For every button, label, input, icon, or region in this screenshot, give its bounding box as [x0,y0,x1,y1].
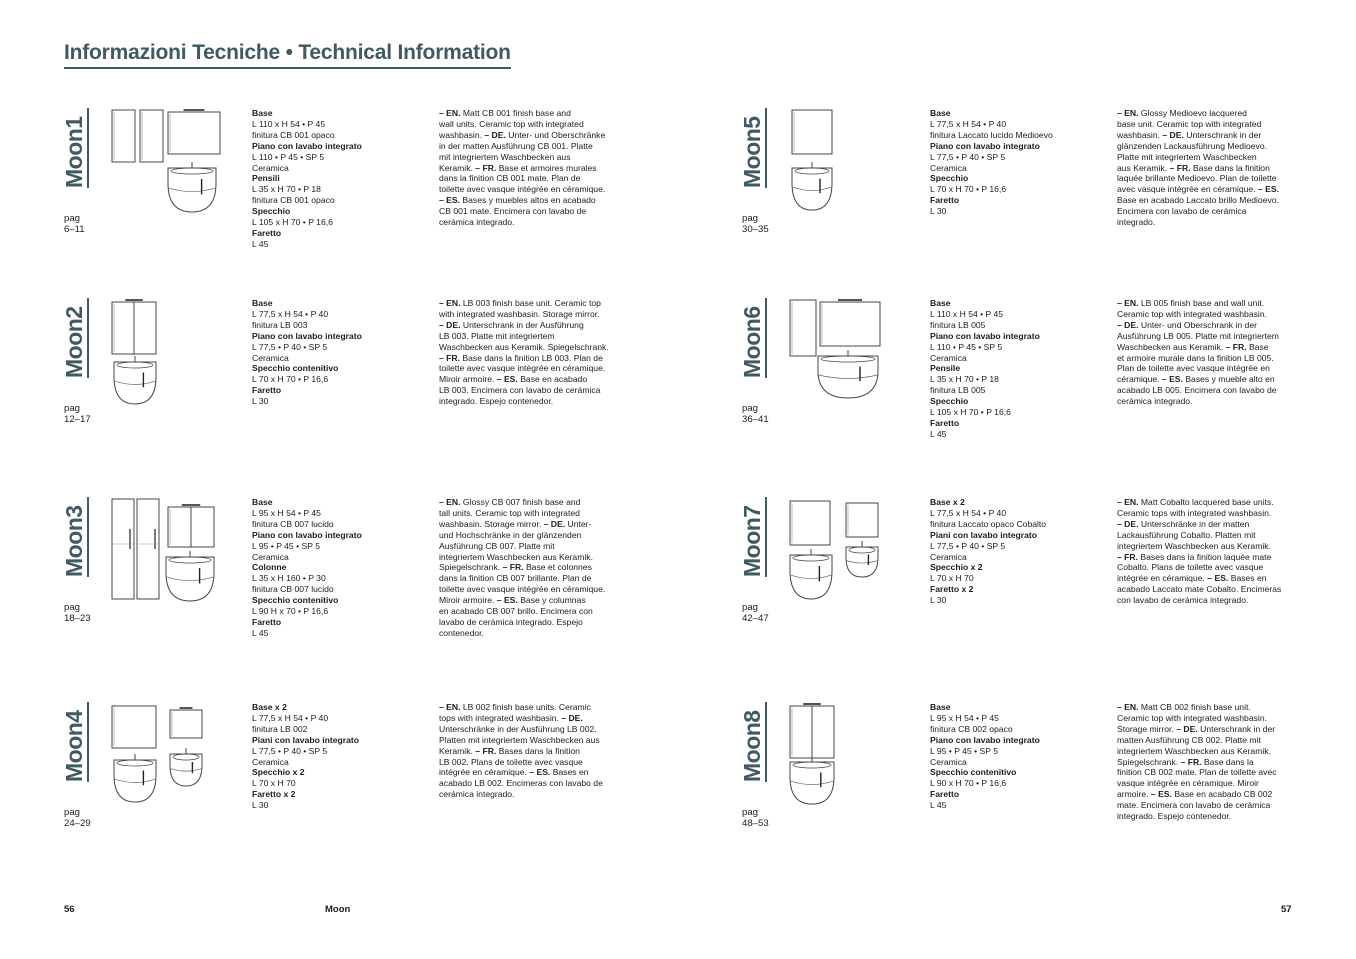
spec-line: finitura CB 007 lucido [252,584,334,595]
multilingual-description: – EN. LB 005 finish base and wall unit. Ceramic top with integrated washbasin. – DE. Unter- und Oberschrank in der Ausführung LB 005. Platte mit integriertem Waschbecken aus Keramik. – FR. Base et armoire murale dans la finition LB 005. Plan de toilette avec vasque intégrée en céramique. – ES. Bases y mueble alto en acabado LB 005. Encimera con lavabo de cerámica integrado. [1117,298,1279,407]
spec-line: Faretto [930,417,960,428]
product-name: Moon7 [740,497,764,577]
spec-line: L 77,5 x H 54 • P 40 [252,308,329,319]
spec-line: Ceramica [252,162,289,173]
spec-line: Base [252,108,273,118]
spec-line: finitura CB 007 lucido [252,518,334,529]
spec-line: L 77,5 x H 54 • P 40 [930,118,1007,129]
product-illustration [788,497,918,622]
spec-line: Ceramica [252,551,289,562]
product-illustration [788,702,918,827]
page-reference [64,213,85,235]
spec-line: L 110 • P 45 • SP 5 [930,341,1003,352]
spec-line: L 45 [252,238,269,249]
product-entry-moon1 [61,108,704,298]
spec-line: Ceramica [930,352,967,363]
spec-line: L 110 • P 45 • SP 5 [252,151,325,162]
product-illustration [110,108,240,233]
spec-line: L 95 • P 45 • SP 5 [252,540,320,551]
spec-line: Piano con lavabo integrato [252,529,362,540]
page-reference [742,602,769,624]
multilingual-description: – EN. Matt CB 001 finish base and wall units. Ceramic top with integrated washbasin. – DE. Unter- und Oberschränke in der matten Ausführung CB 001. Platte mit integriertem Waschbecken aus Keramik. – FR. Base et armoires murales dans la finition CB 001 mate. Plan de toilette avec vasque intégrée en céramique. – ES. Bases y muebles altos en acabado CB 001 mate. Encimera con lavabo de cerámica integrado. [439,108,606,228]
spec-line: Ceramica [930,162,967,173]
multilingual-description: – EN. Matt Cobalto lacquered base units. Ceramic tops with integrated washbasin. – DE. Unterschränke in der matten Lackausführung Cobalto. Platten mit integriertem Waschbecken aus Keramik. – FR. Bases dans la finition laquée mate Cobalto. Plans de toilette avec vasque intégrée en céramique. – ES. Bases en acabado Laccato mate Cobalto. Encimeras con lavabo de cerámica integrado. [1117,497,1282,606]
spec-line: L 77,5 x H 54 • P 40 [252,712,329,723]
spec-line: L 30 [252,800,269,811]
product-name: Moon4 [62,702,86,782]
product-illustration [788,108,918,233]
specifications [252,497,427,639]
spec-line: Piano con lavabo integrato [252,330,362,341]
spec-line: Piano con lavabo integrato [252,140,362,151]
spec-line: Specchio contenitivo [930,767,1017,778]
pag-label: pag [742,807,759,818]
spec-line: finitura LB 005 [930,319,986,330]
spec-line: finitura CB 002 opaco [930,723,1013,734]
spec-line: finitura CB 001 opaco [252,129,335,140]
spec-line: L 110 x H 54 • P 45 [930,308,1004,319]
spec-line: L 90 x H 70 • P 16,6 [930,778,1007,789]
spec-line: Faretto [252,385,282,396]
page-range: 48–53 [742,818,769,829]
specifications [930,298,1105,440]
spec-line: L 77,5 • P 40 • SP 5 [252,745,328,756]
page-number-right: 57 [1281,904,1292,915]
spec-line: L 95 • P 45 • SP 5 [930,745,998,756]
page-title: Informazioni Tecniche • Technical Information [64,40,511,69]
spec-line: L 77,5 • P 40 • SP 5 [930,540,1006,551]
spec-line: Piano con lavabo integrato [930,140,1040,151]
spec-line: L 105 x H 70 • P 16,6 [252,217,333,228]
spec-line: Faretto [252,616,282,627]
product-entry-moon2 [61,298,704,488]
spec-line: L 45 [930,428,947,439]
pag-label: pag [742,403,759,414]
spec-line: Faretto [930,195,960,206]
pag-label: pag [742,602,759,613]
spec-line: L 90 H x 70 • P 16,6 [252,606,329,617]
spec-line: Colonne [252,562,287,573]
spec-line: Pensili [252,173,280,184]
spec-line: finitura Laccato lucido Medioevo [930,129,1053,140]
page-range: 24–29 [64,818,91,829]
specifications [252,702,427,811]
spec-line: L 35 x H 160 • P 30 [252,573,326,584]
footer-collection-name: Moon [325,904,351,915]
page-range: 42–47 [742,613,769,624]
spec-line: Pensile [930,363,961,374]
page-range: 36–41 [742,414,769,425]
spec-line: finitura Laccato opaco Cobalto [930,518,1047,529]
spec-line: L 35 x H 70 • P 18 [252,184,321,195]
spec-line: L 45 [930,800,947,811]
product-illustration [788,298,918,423]
pag-label: pag [742,213,759,224]
pag-label: pag [64,403,81,414]
multilingual-description: – EN. Matt CB 002 finish base unit. Ceramic top with integrated washbasin. Storage mirror. – DE. Unterschrank in der matten Ausführung CB 002. Platte mit integriertem Waschbecken aus Keramik. Spiegelschrank. – FR. Base dans la finition CB 002 mate. Plan de toilette avec vasque intégrée en céramique. Miroir armoire. – ES. Base en acabado CB 002 mate. Encimera con lavabo de cerámica integrado. Espejo contenedor. [1117,702,1277,822]
page-reference [64,602,91,624]
spec-line: Ceramica [930,756,967,767]
spec-line: L 77,5 x H 54 • P 40 [930,507,1007,518]
product-entry-moon3 [61,497,704,687]
product-illustration [110,497,240,622]
product-name: Moon2 [62,298,86,378]
spec-line: L 70 x H 70 • P 16,6 [930,184,1007,195]
spec-line: Ceramica [252,756,289,767]
page-reference [742,213,769,235]
product-illustration [110,702,240,827]
spec-line: L 30 [930,206,947,217]
spec-line: L 105 x H 70 • P 16,6 [930,407,1011,418]
spec-line: Ceramica [930,551,967,562]
product-illustration [110,298,240,423]
spec-line: Base [252,298,273,308]
spec-line: Specchio [930,173,969,184]
specifications [930,702,1105,811]
page-range: 30–35 [742,224,769,235]
product-name: Moon3 [62,497,86,577]
page-number-left: 56 [64,904,75,915]
pag-label: pag [64,807,81,818]
spec-line: Base [930,108,951,118]
spec-line: L 30 [252,396,269,407]
spec-line: L 70 x H 70 [930,573,974,584]
product-name: Moon1 [62,108,86,188]
spec-line: L 95 x H 54 • P 45 [930,712,999,723]
pag-label: pag [64,213,81,224]
spec-line: Specchio x 2 [930,562,983,573]
spec-line: Specchio [252,206,291,217]
pag-label: pag [64,602,81,613]
spec-line: Base x 2 [930,497,965,507]
page-range: 18–23 [64,613,91,624]
spec-line: L 110 x H 54 • P 45 [252,118,326,129]
page-reference [742,807,769,829]
spec-line: Base x 2 [252,702,287,712]
page-range: 6–11 [64,224,85,235]
spec-line: L 35 x H 70 • P 18 [930,374,999,385]
spec-line: Faretto x 2 [930,584,974,595]
spec-line: L 77,5 • P 40 • SP 5 [930,151,1006,162]
spec-line: Specchio contenitivo [252,595,339,606]
product-entry-moon6 [739,298,1356,488]
product-entry-moon8 [739,702,1356,892]
product-entry-moon5 [739,108,1356,298]
spec-line: L 77,5 • P 40 • SP 5 [252,341,328,352]
page-reference [64,807,91,829]
product-name: Moon6 [740,298,764,378]
multilingual-description: – EN. Glossy Medioevo lacquered base unit. Ceramic top with integrated washbasin. – DE. Unterschrank in der glänzenden Lackausführung Medioevo. Platte mit integriertem Waschbecken aus Keramik. – FR. Base dans la finition laquée brillante Medioevo. Plan de toilette avec vasque intégrée en céramique. – ES. Base en acabado Laccato brillo Medioevo. Encimera con lavabo de cerámica integrado. [1117,108,1279,228]
spec-line: Piano con lavabo integrato [930,734,1040,745]
spec-line: Base [930,298,951,308]
spec-line: Specchio contenitivo [252,363,339,374]
spec-line: Specchio x 2 [252,767,305,778]
page-reference [742,403,769,425]
spec-line: L 95 x H 54 • P 45 [252,507,321,518]
spec-line: finitura LB 005 [930,385,986,396]
spec-line: Faretto [252,227,282,238]
multilingual-description: – EN. LB 002 finish base units. Ceramic tops with integrated washbasin. – DE. Unterschränke in der Ausführung LB 002. Platten mit integriertem Waschbecken aus Keramik. – FR. Bases dans la finition LB 002. Plans de toilette avec vasque intégrée en céramique. – ES. Bases en acabado LB 002. Encimeras con lavabo de cerámica integrado. [439,702,603,800]
product-entry-moon7 [739,497,1356,687]
multilingual-description: – EN. Glossy CB 007 finish base and tall units. Ceramic top with integrated washbasin. Storage mirror. – DE. Unter- und Hochschränke in der glänzenden Ausführung CB 007. Platte mit integriertem Waschbecken aus Keramik. Spiegelschrank. – FR. Base et colonnes dans la finition CB 007 brillante. Plan de toilette avec vasque intégrée en céramique. Miroir armoire. – ES. Base y columnas en acabado CB 007 brillo. Encimera con lavabo de cerámica integrado. Espejo contenedor. [439,497,606,638]
spec-line: Piani con lavabo integrato [930,529,1037,540]
specifications [930,108,1105,217]
multilingual-description: – EN. LB 003 finish base unit. Ceramic top with integrated washbasin. Storage mirror. – DE. Unterschrank in der Ausführung LB 003. Platte mit integriertem Waschbecken aus Keramik. Spiegelschrank. – FR. Base dans la finition LB 003. Plan de toilette avec vasque intégrée en céramique. Miroir armoire. – ES. Base en acabado LB 003. Encimera con lavabo de cerámica integrado. Espejo contenedor. [439,298,609,407]
spec-line: Piano con lavabo integrato [930,330,1040,341]
spec-line: finitura LB 003 [252,319,308,330]
spec-line: Specchio [930,396,969,407]
spec-line: finitura CB 001 opaco [252,195,335,206]
spec-line: Piani con lavabo integrato [252,734,359,745]
page-range: 12–17 [64,414,91,425]
product-name: Moon5 [740,108,764,188]
specifications [252,298,427,407]
spec-line: L 45 [252,627,269,638]
product-entry-moon4 [61,702,704,892]
spec-line: L 70 x H 70 • P 16,6 [252,374,329,385]
spec-line: finitura LB 002 [252,723,308,734]
spec-line: Faretto [930,789,960,800]
spec-line: L 70 x H 70 [252,778,296,789]
spec-line: Base [252,497,273,507]
spec-line: L 30 [930,595,947,606]
product-name: Moon8 [740,702,764,782]
spec-line: Faretto x 2 [252,789,296,800]
spec-line: Base [930,702,951,712]
spec-line: Ceramica [252,352,289,363]
specifications [252,108,427,250]
page-reference [64,403,91,425]
specifications [930,497,1105,606]
